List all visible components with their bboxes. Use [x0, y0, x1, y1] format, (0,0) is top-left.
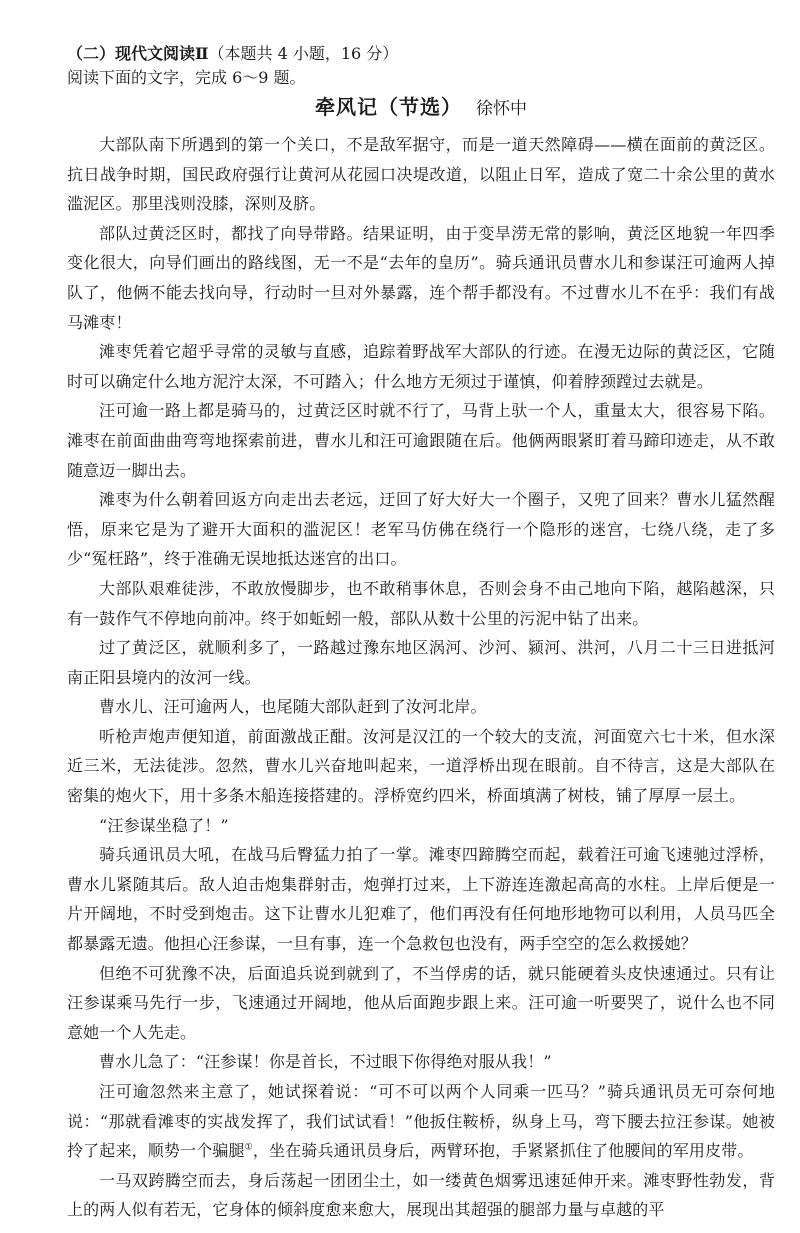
paragraph: 过了黄泛区，就顺利多了，一路越过豫东地区涡河、沙河、颍河、洪河，八月二十三日进抵河南正阳县境内的汝河一线。 [67, 638, 775, 687]
paragraph: 一马双跨腾空而去，身后荡起一团团尘土，如一缕黄色烟雾迅速延伸开来。滩枣野性勃发，背上的两人似有若无，它身体的倾斜度愈来愈大，展现出其超强的腿部力量与卓越的平 [67, 1170, 775, 1220]
section-header [67, 42, 775, 66]
article-heading [67, 92, 775, 124]
footnote-marker: ① [244, 1142, 253, 1153]
page [67, 42, 775, 1225]
paragraph-text-tail: ，坐在骑兵通讯员身后，两臂环抱，手紧紧抓住了他腰间的军用皮带。 [252, 1141, 754, 1161]
paragraph: 曹水儿急了：“汪参谋！你是首长，不过眼下你得绝对服从我！” [99, 1052, 552, 1072]
paragraph: 汪可逾一路上都是骑马的，过黄泛区时就不行了，马背上驮一个人，重量太大，很容易下陷。滩枣在前面曲曲弯弯地探索前进，曹水儿和汪可逾跟随在后。他俩两眼紧盯着马蹄印迹走，从不敢随意迈一脚出去。 [67, 401, 775, 480]
article-body [67, 130, 775, 1225]
paragraph: 骑兵通讯员大吼，在战马后臀猛力拍了一掌。滩枣四蹄腾空而起，载着汪可逾飞速驰过浮桥，曹水儿紧随其后。敌人迫击炮集群射击，炮弹打过来，上下游连连激起高高的水柱。上岸后便是一片开阔地，不时受到炮击。这下让曹水儿犯难了，他们再没有任何地形地物可以利用，人员马匹全都暴露无遗。他担心汪参谋，一旦有事，连一个急救包也没有，两手空空的怎么救援她？ [67, 845, 775, 954]
paragraph: 但绝不可犹豫不决，后面追兵说到就到了，不当俘虏的话，就只能硬着头皮快速通过。只有让汪参谋乘马先行一步，飞速通过开阔地，他从后面跑步跟上来。汪可逾一听要哭了，说什么也不同意她一个人先走。 [67, 963, 775, 1042]
paragraph: 大部队南下所遇到的第一个关口，不是敌军据守，而是一道天然障碍——横在面前的黄泛区。抗日战争时期，国民政府强行让黄河从花园口决堤改道，以阻止日军，造成了宽二十余公里的黄水滥泥区。那里浅则没膝，深则及脐。 [67, 135, 775, 214]
section-info: （本题共 4 小题，16 分） [208, 44, 399, 63]
paragraph-with-footnote [67, 1077, 775, 1166]
paragraph: “汪参谋坐稳了！” [99, 815, 229, 835]
section-label: （二）现代文阅读Ⅱ [67, 44, 209, 63]
paragraph: 滩枣凭着它超乎寻常的灵敏与直感，追踪着野战军大部队的行迹。在漫无边际的黄泛区，它随时可以确定什么地方泥泞太深，不可踏入；什么地方无须过于谨慎，仰着脖颈蹚过去就是。 [67, 342, 775, 391]
paragraph: 曹水儿、汪可逾两人，也尾随大部队赶到了汝河北岸。 [99, 697, 487, 717]
paragraph: 部队过黄泛区时，都找了向导带路。结果证明，由于变旱涝无常的影响，黄泛区地貌一年四季变化很大，向导们画出的路线图，无一不是“去年的皇历”。骑兵通讯员曹水儿和参谋汪可逾两人掉队了，他俩不能去找向导，行动时一旦对外暴露，连个帮手都没有。不过曹水儿不在乎：我们有战马滩枣！ [67, 223, 775, 332]
instruction: 阅读下面的文字，完成 6～9 题。 [67, 68, 306, 87]
paragraph: 听枪声炮声便知道，前面激战正酣。汝河是汉江的一个较大的支流，河面宽六七十米，但水深近三米，无法徒涉。忽然，曹水儿兴奋地叫起来，一道浮桥出现在眼前。自不待言，这是大部队在密集的炮火下，用十多条木船连接搭建的。浮桥宽约四米，桥面填满了树枝，铺了厚厚一层土。 [67, 726, 775, 806]
article-title: 牵风记（节选） [315, 95, 462, 119]
article-author: 徐怀中 [476, 99, 527, 119]
paragraph: 滩枣为什么朝着回返方向走出去老远，迂回了好大好大一个圈子，又兜了回来？曹水儿猛然醒悟，原来它是为了避开大面积的滥泥区！老军马仿佛在绕行一个隐形的迷宫，七绕八绕，走了多少“冤枉路”，终于准确无误地抵达迷宫的出口。 [67, 490, 775, 569]
paragraph: 大部队艰难徒涉，不敢放慢脚步，也不敢稍事休息，否则会身不由己地向下陷，越陷越深，只有一鼓作气不停地向前冲。终于如蚯蚓一般，部队从数十公里的污泥中钻了出来。 [67, 578, 775, 628]
paragraph-text: 汪可逾忽然来主意了，她试探着说：“可不可以两个人同乘一匹马？”骑兵通讯员无可奈何地说：“那就看滩枣的实战发挥了，我们试试看！”他扳住鞍桥，纵身上马，弯下腰去拉汪参谋。她被拎了起来，顺势一个骗腿 [67, 1082, 775, 1161]
